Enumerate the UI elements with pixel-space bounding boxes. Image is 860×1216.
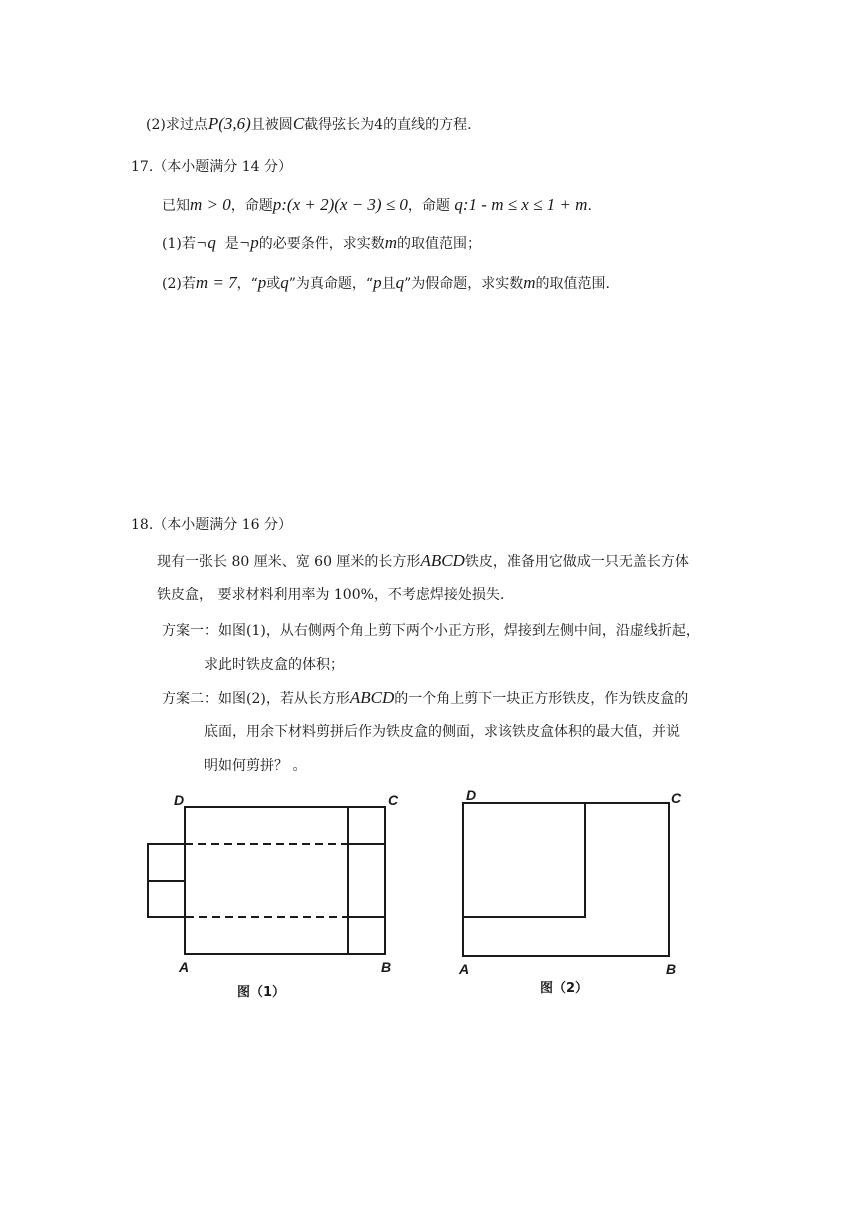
fig1-label-b: B xyxy=(381,959,392,975)
q17-part2-b: ，“ xyxy=(236,276,258,292)
q18-plan1-line2: 求此时铁皮盒的体积； xyxy=(204,657,344,673)
q17-part1-b: 是 xyxy=(224,236,239,252)
q17-prop-q: q:1 - m ≤ x ≤ 1 + m xyxy=(454,195,588,214)
fig2-label-b: B xyxy=(666,961,677,977)
q18-plan2-b: 的一个角上剪下一块正方形铁皮，作为铁皮盒的 xyxy=(394,691,689,707)
q18-plan2-a: 方案二：如图(2)，若从长方形 xyxy=(162,691,350,707)
q18-plan1-line1: 方案一：如图(1)，从右侧两个角上剪下两个小正方形，焊接到左侧中间，沿虚线折起， xyxy=(162,623,700,639)
fig1-fold-lines xyxy=(185,844,348,917)
q17-part2-p2: p xyxy=(373,273,382,292)
q17-stmt-c: ，命题 xyxy=(407,198,450,214)
q18-plan2-line3: 明如何剪拼？ 。 xyxy=(204,758,307,774)
q18-intro1-b: 铁皮，准备用它做成一只无盖长方体 xyxy=(464,554,689,570)
q17-part2-d: ”为真命题，“ xyxy=(288,276,374,292)
q18-plan2-line2: 底面，用余下材料剪拼后作为铁皮盒的侧面，求该铁皮盒体积的最大值，并说 xyxy=(204,724,680,740)
fig1-label-c: C xyxy=(388,792,399,808)
q18-header: 18.（本小题满分 16 分） xyxy=(131,517,292,533)
q17-part1-a: (1)若 xyxy=(162,236,196,252)
q16-circle: C xyxy=(292,114,305,133)
q17-part2-e: 且 xyxy=(381,276,396,292)
q17-part1-d: 的取值范围； xyxy=(397,236,481,252)
q17-part2-m7: m = 7 xyxy=(195,273,237,292)
q18-intro1-a: 现有一张长 80 厘米、宽 60 厘米的长方形 xyxy=(157,554,421,570)
fig1-label-d: D xyxy=(174,792,185,808)
q17-part2-m: m xyxy=(523,273,536,292)
q17-part2-q: q xyxy=(280,273,289,292)
q17-header: 17.（本小题满分 14 分） xyxy=(131,159,292,175)
q16-part2-mid: 且被圆 xyxy=(250,117,293,133)
q16-part2-suffix: 截得弦长为4的直线的方程. xyxy=(304,117,472,133)
q17-part1-m: m xyxy=(384,233,397,252)
fig2-label-d: D xyxy=(466,787,477,803)
q18-intro1-abcd: ABCD xyxy=(420,551,465,570)
q17-part1-c: 的必要条件，求实数 xyxy=(258,236,385,252)
q18-plan2-abcd: ABCD xyxy=(349,688,395,707)
q17-prop-p: p:(x + 2)(x − 3) ≤ 0 xyxy=(272,195,408,214)
q17-cond-m: m > 0 xyxy=(190,195,231,214)
figure-2 xyxy=(463,803,669,956)
q16-point: P(3,6) xyxy=(207,114,251,133)
figure-1 xyxy=(148,807,385,954)
q17-part2-p: p xyxy=(257,273,267,292)
q17-not-p: ¬p xyxy=(238,233,259,252)
fig2-label-a: A xyxy=(459,961,470,977)
q16-part2-prefix: (2)求过点 xyxy=(146,117,208,133)
q17-part2-q2: q xyxy=(395,273,405,292)
fig2-caption: 图（2） xyxy=(540,981,589,996)
fig1-caption: 图（1） xyxy=(237,985,286,1000)
fig2-square-cut xyxy=(463,803,585,917)
q17-stmt-end: . xyxy=(587,198,592,214)
q17-stmt-a: 已知 xyxy=(162,198,190,214)
q17-part2-a: (2)若 xyxy=(162,276,196,292)
fig2-label-c: C xyxy=(671,790,682,806)
q17-stmt-b: ，命题 xyxy=(230,198,273,214)
fig1-outer-rect xyxy=(185,807,385,954)
q17-part2-c: 或 xyxy=(266,276,281,292)
fig2-outer-rect xyxy=(463,803,669,956)
q17-part2-g: 的取值范围. xyxy=(535,276,610,292)
q17-part2-f: ”为假命题，求实数 xyxy=(404,276,524,292)
q18-intro-line2: 铁皮盒， 要求材料利用率为 100%，不考虑焊接处损失. xyxy=(157,587,505,603)
q17-not-q: ¬q xyxy=(195,233,216,252)
fig1-label-a: A xyxy=(179,959,190,975)
